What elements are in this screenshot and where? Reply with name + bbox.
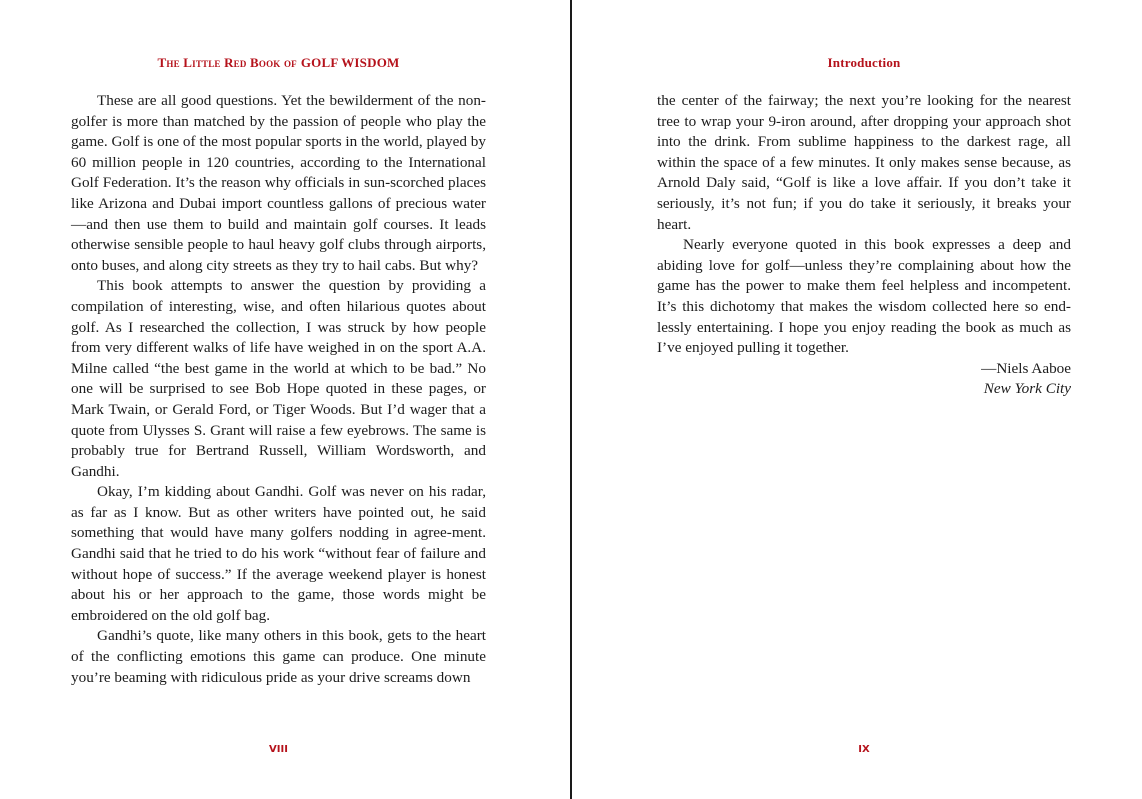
right-page-body (657, 91, 1071, 400)
left-paragraph-3: Okay, I’m kidding about Gandhi. Golf was never on his radar, as far as I know. But as other writers have pointed out, he said something that would have many golfers nodding in agree-ment. Gandhi said that he tried to do his work “without fear of failure and without hope of success.” If the average weekend player is honest about his or her approach to the game, those words might be embroidered on the old golf bag. (71, 483, 486, 624)
right-page-number: IX (858, 744, 870, 755)
running-head-book-title (71, 55, 486, 73)
left-paragraph-1: These are all good questions. Yet the bewilderment of the non-golfer is more than matched by the passion of people who play the game. Golf is one of the most popular sports in the world, played by 60 million people in 120 countries, according to the International Golf Federation. It’s the reason why officials in sun-scorched places like Arizona and Dubai import countless gallons of precious water—and then use them to build and maintain golf courses. It leads otherwise sensible people to haul heavy golf clubs through airports, onto buses, and along city streets as they try to hail cabs. But why? (71, 92, 486, 274)
right-paragraph-2: Nearly everyone quoted in this book expresses a deep and abiding love for golf—unless they’re complaining about how the game has the power to make them feel helpless and incompetent. It’s this dichotomy that makes the wisdom collected here so end-lessly entertaining. I hope you enjoy reading the book as much as I’ve enjoyed pulling it together. (657, 236, 1071, 357)
left-page-number: VIII (269, 744, 288, 755)
left-page-body (71, 91, 486, 688)
right-paragraph-1: the center of the fairway; the next you’re looking for the nearest tree to wrap your 9-iron around, after dropping your approach shot into the drink. From sublime happiness to the darkest rage, all within the space of a few minutes. It only makes sense because, as Arnold Daly said, “Golf is like a love affair. If you don’t take it seriously, it’s not fun; if you do take it seriously, it breaks your heart. (657, 92, 1071, 233)
running-head-chapter: Introduction (827, 55, 901, 70)
left-paragraph-2: This book attempts to answer the question by providing a compilation of interesting, wise, and often hilarious quotes about golf. As I researched the collection, I was struck by how people from very different walks of life have weighed in on the sport A.A. Milne called “the best game in the world at which to be bad.” No one will be surprised to see Bob Hope quoted in these pages, or Mark Twain, or Gerald Ford, or Tiger Woods. But I’d wager that a quote from Ulysses S. Grant will raise a few eyebrows. The same is probably true for Bertrand Russell, William Wordsworth, and Gandhi. (71, 277, 486, 480)
left-paragraph-4: Gandhi’s quote, like many others in this book, gets to the heart of the conflicting emotions this game can produce. One minute you’re beaming with ridiculous pride as your drive screams down (71, 627, 486, 686)
signoff-name: —Niels Aaboe (981, 359, 1071, 377)
page-divider (570, 0, 572, 799)
signoff-place: New York City (983, 380, 1071, 398)
running-head-title-text: The Little Red Book of (157, 55, 297, 70)
running-head-title-caps: GOLF WISDOM (300, 55, 400, 70)
